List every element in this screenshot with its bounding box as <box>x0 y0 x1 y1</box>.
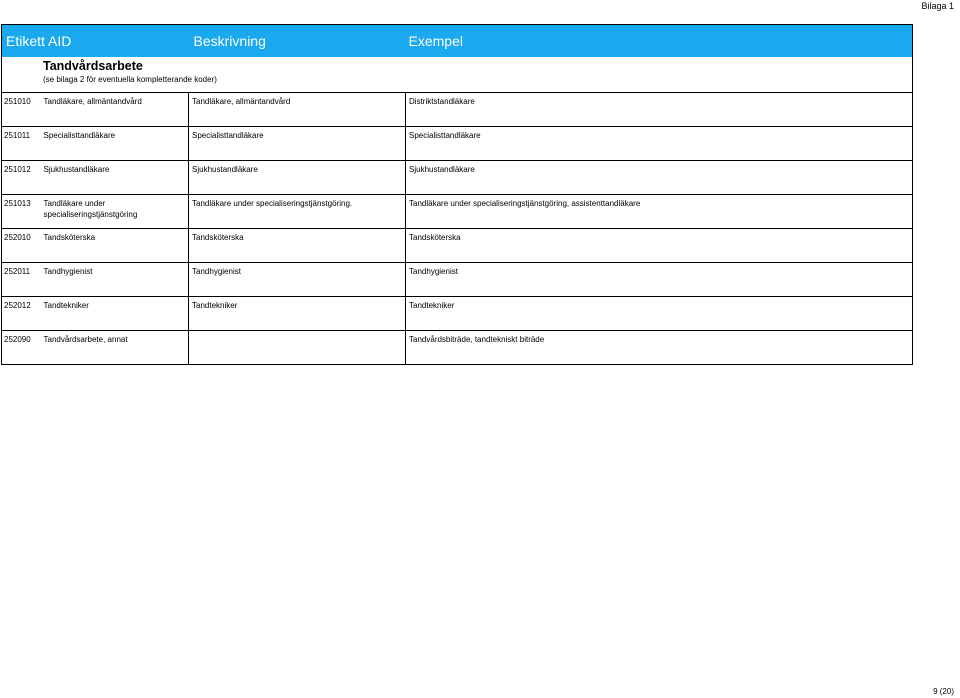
row-label: Tandläkare, allmäntandvård <box>41 93 189 127</box>
appendix-label: Bilaga 1 <box>921 1 954 11</box>
row-label: Tandvårdsarbete, annat <box>43 335 128 344</box>
table-row <box>2 331 913 365</box>
table-row <box>2 229 913 263</box>
section-subtitle: (se bilaga 2 för eventuella kompletterande koder) <box>43 75 217 84</box>
row-code: 251011 <box>2 127 41 161</box>
row-label: Specialisttandläkare <box>41 127 189 161</box>
row-description: Tandsköterska <box>189 229 406 263</box>
row-code: 252010 <box>2 229 41 263</box>
table-row <box>2 127 913 161</box>
row-example: Specialisttandläkare <box>406 127 913 161</box>
row-description: Specialisttandläkare <box>189 127 406 161</box>
section-title-row <box>2 57 913 93</box>
row-description: Sjukhustandläkare <box>189 161 406 195</box>
row-code: 252090 <box>4 335 31 344</box>
header-etikett: Etikett AID <box>2 25 189 58</box>
row-description <box>189 331 406 365</box>
table-row <box>2 161 913 195</box>
row-description: Tandläkare, allmäntandvård <box>189 93 406 127</box>
section-title: Tandvårdsarbete <box>43 59 143 73</box>
row-description: Tandläkare under specialiseringstjänstgöring. <box>189 195 406 229</box>
row-label: Tandläkare under specialiseringstjänstgöring <box>41 195 189 229</box>
row-code: 251010 <box>2 93 41 127</box>
row-example: Tandtekniker <box>406 297 913 331</box>
row-example: Tandsköterska <box>406 229 913 263</box>
row-example: Tandvårdsbiträde, tandtekniskt biträde <box>406 331 913 365</box>
row-label: Sjukhustandläkare <box>41 161 189 195</box>
table-row <box>2 263 913 297</box>
table-row <box>2 195 913 229</box>
table-row <box>2 297 913 331</box>
row-code: 251012 <box>2 161 41 195</box>
occupation-table <box>1 24 913 365</box>
header-beskrivning: Beskrivning <box>189 25 406 58</box>
row-description: Tandhygienist <box>189 263 406 297</box>
row-example: Tandhygienist <box>406 263 913 297</box>
row-example: Distriktstandläkare <box>406 93 913 127</box>
row-description: Tandtekniker <box>189 297 406 331</box>
row-label: Tandhygienist <box>41 263 189 297</box>
row-label: Tandtekniker <box>41 297 189 331</box>
row-code: 252011 <box>2 263 41 297</box>
row-label: Tandsköterska <box>41 229 189 263</box>
section-title-cell <box>2 57 913 93</box>
table-row <box>2 93 913 127</box>
row-example: Tandläkare under specialiseringstjänstgöring, assistenttandläkare <box>406 195 913 229</box>
row-code: 252012 <box>2 297 41 331</box>
header-exempel: Exempel <box>406 25 913 58</box>
row-code: 251013 <box>2 195 41 229</box>
page-number: 9 (20) <box>933 687 954 696</box>
table-header <box>2 25 913 58</box>
row-example: Sjukhustandläkare <box>406 161 913 195</box>
